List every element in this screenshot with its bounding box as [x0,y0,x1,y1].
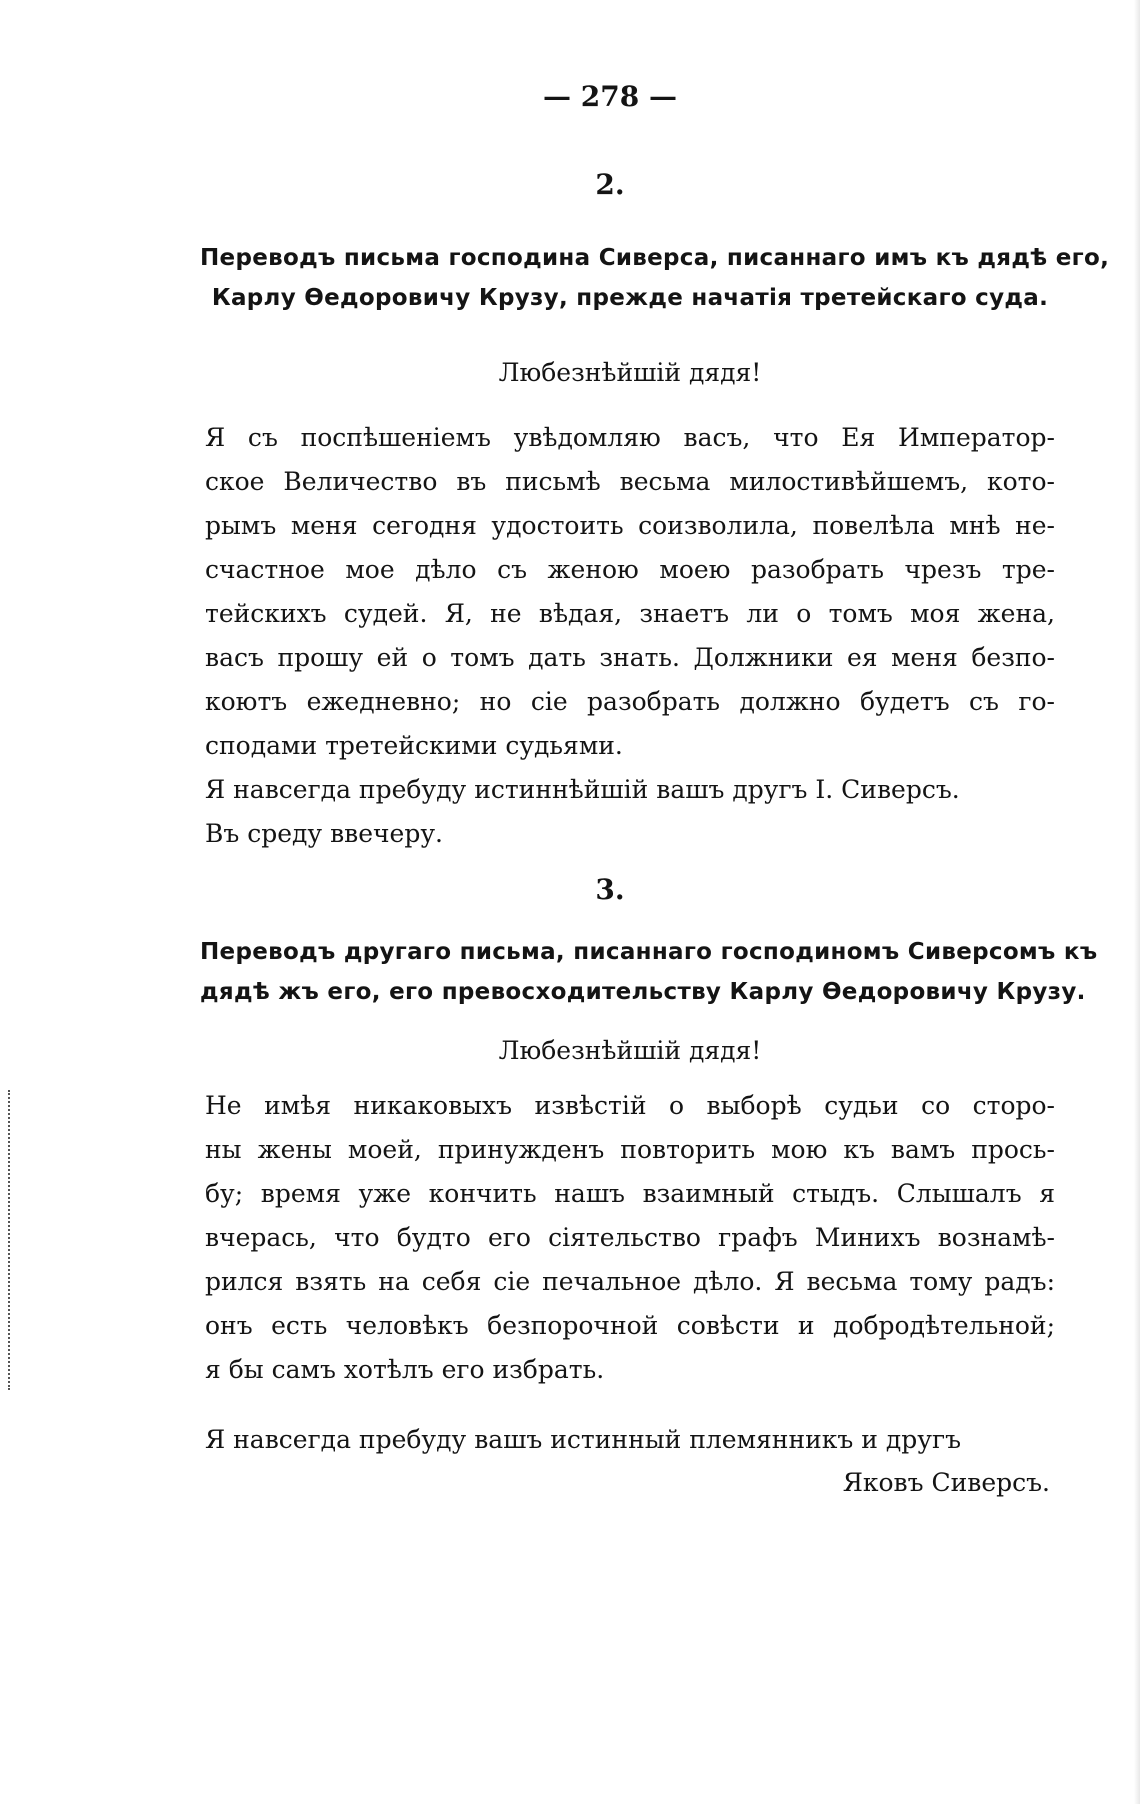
letter-3-body [205,1084,1055,1462]
letter-3-heading-line: Переводъ другаго письма, писаннаго господиномъ Сиверсомъ къ [200,939,1098,965]
letter-3-body-line: бу; время уже кончить нашъ взаимный стыдъ. Слышалъ я [205,1179,1055,1208]
letter-2-salutation: Любезнѣйшій дядя! [498,358,762,387]
letter-2-body-line: васъ прошу ей о томъ дать знать. Должники ея меня безпо- [205,643,1055,672]
letter-3-number: 3. [595,873,625,906]
letter-2-number: 2. [595,168,625,201]
letter-2-heading-line: Переводъ письма господина Сиверса, писаннаго имъ къ дядѣ его, [200,245,1110,271]
page-number: — 278 — [543,80,677,113]
letter-3-heading-line: дядѣ жъ его, его превосходительству Карлу Ѳедоровичу Крузу. [200,979,1086,1005]
letter-2-body-line: коютъ ежедневно; но сіе разобрать должно будетъ съ го- [205,687,1055,716]
letter-3-body-line: я бы самъ хотѣлъ его избрать. [205,1355,605,1384]
letter-2-body [205,416,1055,856]
letter-3-signature: Яковъ Сиверсъ. [842,1468,1050,1497]
letter-2-date: Въ среду ввечеру. [205,819,444,848]
scan-right-edge [1134,0,1140,1804]
letter-2-heading [200,238,1110,318]
letter-3-closing: Я навсегда пребуду вашъ истинный племянникъ и другъ [205,1425,961,1454]
letter-2-body-line: счастное мое дѣло съ женою моею разобрать чрезъ тре- [205,555,1055,584]
letter-2-body-line: ское Величество въ письмѣ весьма милостивѣйшемъ, кото- [205,467,1055,496]
scan-edge-marks [8,1090,14,1390]
letter-3-body-line: Не имѣя никаковыхъ извѣстій о выборѣ судьи со сторо- [205,1091,1055,1120]
letter-3-body-line: ны жены моей, принужденъ повторить мою къ вамъ прось- [205,1135,1055,1164]
letter-3-heading [200,932,1098,1012]
letter-3-body-line: вчерась, что будто его сіятельство графъ Минихъ вознамѣ- [205,1223,1055,1252]
letter-2-body-line: рымъ меня сегодня удостоить соизволила, повелѣла мнѣ не- [205,511,1055,540]
letter-3-body-line: рился взять на себя сіе печальное дѣло. Я весьма тому радъ: [205,1267,1055,1296]
letter-2-heading-line: Карлу Ѳедоровичу Крузу, прежде начатія третейскаго суда. [211,285,1049,311]
letter-2-body-line: сподами третейскими судьями. [205,731,623,760]
letter-2-closing: Я навсегда пребуду истиннѣйшій вашъ другъ І. Сиверсъ. [205,775,960,804]
letter-3-body-line: онъ есть человѣкъ безпорочной совѣсти и добродѣтельной; [205,1311,1055,1340]
letter-2-body-line: Я съ поспѣшеніемъ увѣдомляю васъ, что Ея Император- [205,423,1055,452]
letter-3-salutation: Любезнѣйшій дядя! [498,1036,762,1065]
letter-2-body-line: тейскихъ судей. Я, не вѣдая, знаетъ ли о томъ моя жена, [205,599,1055,628]
